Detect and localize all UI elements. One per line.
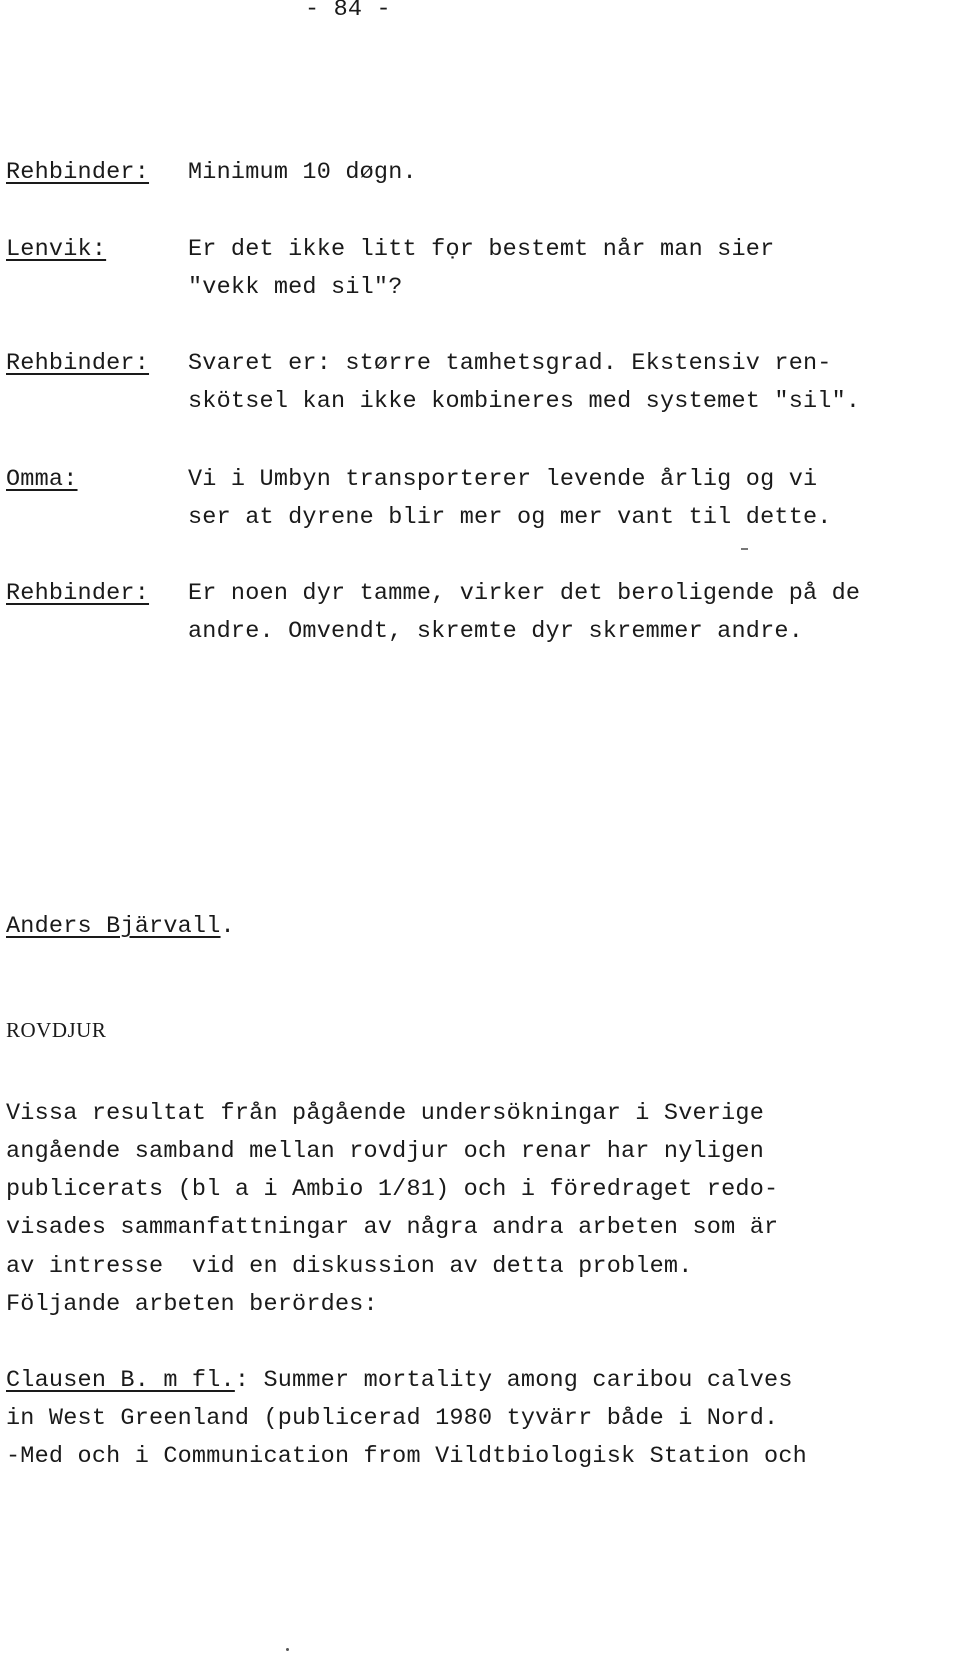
reference-author-suffix: : [234,1367,264,1394]
speech-rehbinder-3-line-1: Er noen dyr tamme, virker det beroligende på de [188,580,861,607]
reference-author: Clausen B. m fl. [6,1367,235,1394]
page-number: - 84 - [305,0,391,23]
speech-rehbinder-2-line-1: Svaret er: større tamhetsgrad. Ekstensiv ren- [188,350,832,377]
reference-line-2: in West Greenland (publicerad 1980 tyvärr både i Nord. [6,1405,779,1432]
speech-omma-line-2: ser at dyrene blir mer og mer vant til dette. [188,504,832,531]
paragraph-line-4: visades sammanfattningar av några andra arbeten som är [6,1214,779,1241]
reference-title: Summer mortality among caribou calves [263,1367,793,1394]
speech-omma-line-1: Vi i Umbyn transporterer levende årlig og vi [188,466,818,493]
section-author [6,913,235,941]
speech-rehbinder-2-line-2: skötsel kan ikke kombineres med systemet "sil". [188,388,861,415]
section-heading: ROVDJUR [6,1018,107,1042]
paragraph-line-6: Följande arbeten berördes: [6,1291,378,1318]
speech-lenvik-line-2: "vekk med sil"? [188,274,403,301]
speaker-rehbinder-2: Rehbinder: [6,350,150,377]
speaker-lenvik: Lenvik: [6,236,107,263]
paragraph-line-1: Vissa resultat från pågående undersökningar i Sverige [6,1100,765,1127]
speaker-rehbinder-3: Rehbinder: [6,580,150,607]
speech-rehbinder-3-line-2: andre. Omvendt, skremte dyr skremmer andre. [188,618,803,645]
reference-line-3: -Med och i Communication from Vildtbiologisk Station och [6,1443,807,1470]
speaker-rehbinder-1: Rehbinder: [6,159,150,186]
speech-rehbinder-1-line-1: Minimum 10 døgn. [188,159,417,186]
speech-lenvik-line-1: Er det ikke litt fọr bestemt når man sier [188,236,775,263]
author-suffix: . [220,913,235,940]
speaker-omma: Omma: [6,466,78,493]
reference-first-line [6,1367,793,1395]
stray-mark [741,548,748,550]
stray-dot [286,1648,289,1651]
paragraph-line-2: angående samband mellan rovdjur och renar har nyligen [6,1138,765,1165]
paragraph-line-5: av intresse vid en diskussion av detta problem. [6,1253,693,1280]
author-name: Anders Bjärvall [6,913,221,940]
paragraph-line-3: publicerats (bl a i Ambio 1/81) och i föredraget redo- [6,1176,779,1203]
